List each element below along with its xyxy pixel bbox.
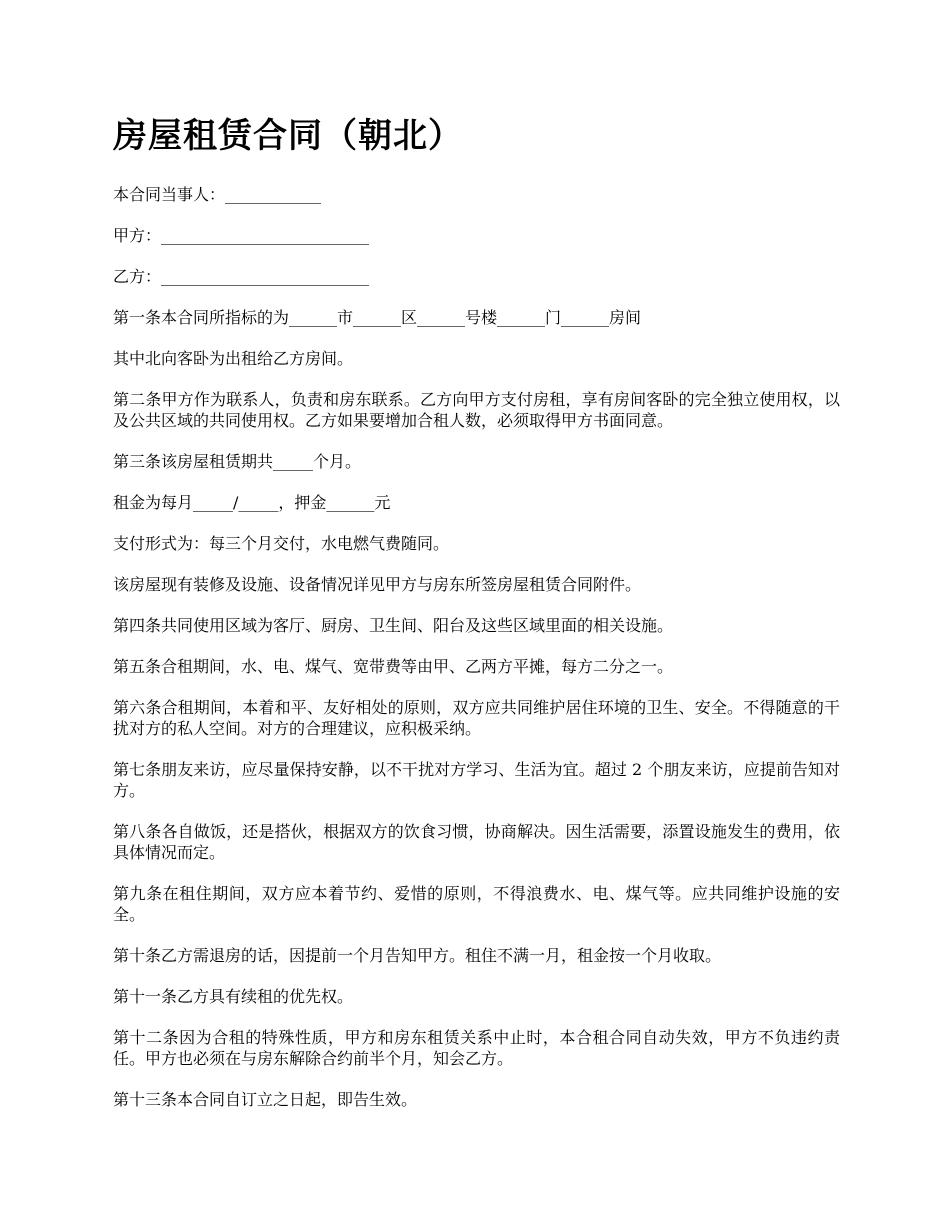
contract-parties: 本合同当事人：____________ (113, 185, 322, 204)
clause-11: 第十一条乙方具有续租的优先权。 (113, 987, 354, 1006)
clause-7: 第七条朋友来访，应尽量保持安静，以不干扰对方学习、生活为宜。超过 2 个朋友来访，应提前告知对方。 (113, 760, 840, 800)
party-a: 甲方：__________________________ (113, 226, 370, 245)
clause-2: 第二条甲方作为联系人，负责和房东联系。乙方向甲方支付房租，享有房间客卧的完全独立使用权，以及公共区域的共同使用权。乙方如果要增加合租人数，必须取得甲方书面同意。 (113, 390, 840, 430)
clause-8: 第八条各自做饭，还是搭伙，根据双方的饮食习惯，协商解决。因生活需要，添置设施发生的费用，依具体情况而定。 (113, 822, 840, 862)
clause-10: 第十条乙方需退房的话，因提前一个月告知甲方。租住不满一月，租金按一个月收取。 (113, 946, 722, 965)
clause-13: 第十三条本合同自订立之日起，即告生效。 (113, 1090, 418, 1109)
clause-1-note: 其中北向客卧为出租给乙方房间。 (113, 349, 354, 368)
document-title: 房屋租赁合同（朝北） (113, 116, 463, 156)
rent-deposit: 租金为每月_____/_____，押金______元 (113, 493, 391, 512)
payment-method: 支付形式为：每三个月交付，水电燃气费随同。 (113, 534, 450, 553)
party-b: 乙方：__________________________ (113, 267, 370, 286)
clause-9: 第九条在租住期间，双方应本着节约、爱惜的原则，不得浪费水、电、煤气等。应共同维护设施的安全。 (113, 884, 840, 924)
clause-12: 第十二条因为合租的特殊性质，甲方和房东租赁关系中止时，本合租合同自动失效，甲方不负违约责任。甲方也必须在与房东解除合约前半个月，知会乙方。 (113, 1028, 840, 1068)
document-page (113, 110, 840, 1130)
clause-1: 第一条本合同所指标的为______市______区______号楼______门______房间 (113, 308, 642, 327)
clause-6: 第六条合租期间，本着和平、友好相处的原则，双方应共同维护居住环境的卫生、安全。不得随意的干扰对方的私人空间。对方的合理建议，应积极采纳。 (113, 698, 840, 738)
clause-5: 第五条合租期间，水、电、煤气、宽带费等由甲、乙两方平摊，每方二分之一。 (113, 657, 674, 676)
facilities-note: 该房屋现有装修及设施、设备情况详见甲方与房东所签房屋租赁合同附件。 (113, 575, 642, 594)
clause-3: 第三条该房屋租赁期共_____个月。 (113, 452, 362, 471)
clause-4: 第四条共同使用区域为客厅、厨房、卫生间、阳台及这些区域里面的相关设施。 (113, 616, 674, 635)
